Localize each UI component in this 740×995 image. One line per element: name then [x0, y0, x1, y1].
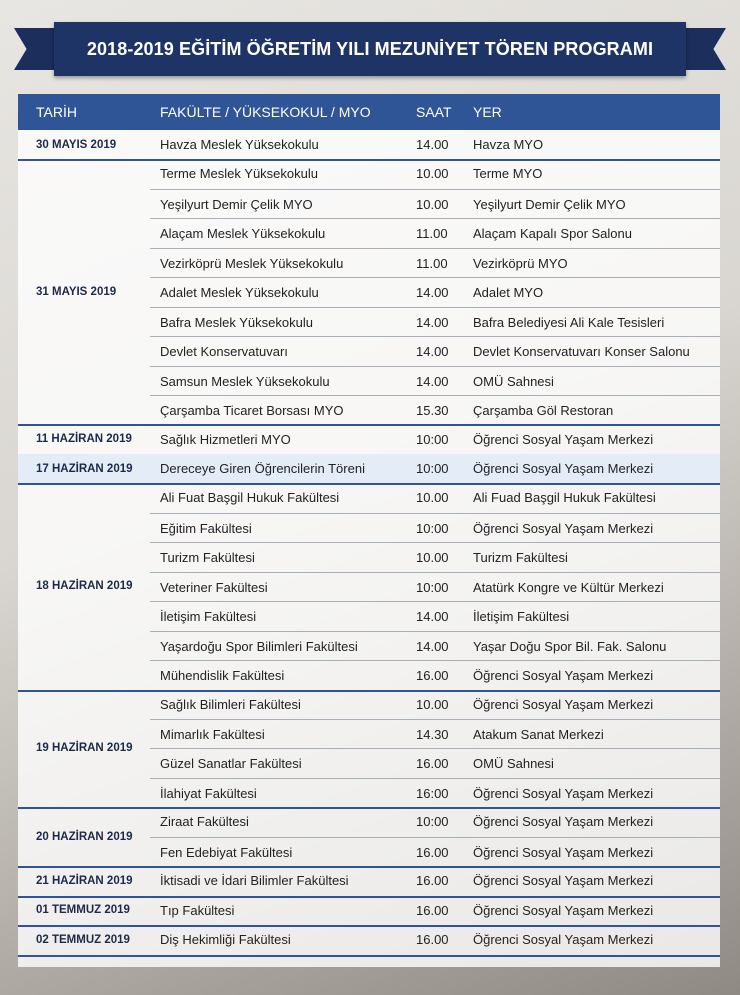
table-row: [150, 454, 720, 483]
time-cell: 14.30: [416, 727, 449, 742]
table-header: [18, 94, 720, 130]
faculty-cell: Yeşilyurt Demir Çelik MYO: [160, 196, 313, 212]
header-time: SAAT: [416, 104, 452, 120]
time-cell: 11.00: [416, 255, 448, 271]
time-cell: 10.00: [416, 196, 449, 212]
place-cell: Öğrenci Sosyal Yaşam Merkezi: [473, 785, 654, 801]
place-cell: Öğrenci Sosyal Yaşam Merkezi: [473, 873, 654, 889]
time-cell: 10.00: [416, 550, 449, 566]
time-cell: 14.00: [416, 638, 449, 654]
faculty-cell: Havza Meslek Yüksekokulu: [160, 137, 319, 152]
time-cell: 14.00: [416, 285, 449, 301]
place-cell: Öğrenci Sosyal Yaşam Merkezi: [473, 520, 654, 536]
group-date: 17 HAZİRAN 2019: [36, 462, 133, 475]
table-row: [150, 778, 720, 808]
time-cell: 14.00: [416, 344, 449, 360]
faculty-cell: Diş Hekimliği Fakültesi: [160, 932, 291, 948]
faculty-cell: İlahiyat Fakültesi: [160, 785, 257, 801]
faculty-cell: Turizm Fakültesi: [160, 550, 255, 566]
table-row: [150, 660, 720, 690]
faculty-cell: Veteriner Fakültesi: [160, 579, 268, 595]
faculty-cell: Terme Meslek Yüksekokulu: [160, 166, 318, 182]
table-row: [150, 336, 720, 366]
place-cell: Havza MYO: [473, 137, 544, 152]
table-row: [150, 218, 720, 248]
faculty-cell: Tıp Fakültesi: [160, 902, 235, 918]
table-row: [150, 837, 720, 867]
group-date: 18 HAZİRAN 2019: [36, 580, 133, 593]
place-cell: Ali Fuad Başgil Hukuk Fakültesi: [473, 490, 656, 506]
time-cell: 14.00: [416, 137, 449, 152]
table-row: [150, 483, 720, 512]
place-cell: Devlet Konservatuvarı Konser Salonu: [473, 344, 690, 360]
table-row: [150, 307, 720, 337]
table-row: [150, 248, 720, 278]
place-cell: Öğrenci Sosyal Yaşam Merkezi: [473, 431, 654, 447]
table-row: [150, 925, 720, 954]
place-cell: OMÜ Sahnesi: [473, 756, 554, 772]
faculty-cell: Yaşardoğu Spor Bilimleri Fakültesi: [160, 638, 358, 654]
place-cell: Yaşar Doğu Spor Bil. Fak. Salonu: [473, 638, 667, 654]
place-cell: Atatürk Kongre ve Kültür Merkezi: [473, 579, 664, 595]
time-cell: 10:00: [416, 579, 449, 595]
faculty-cell: Vezirköprü Meslek Yüksekokulu: [160, 255, 344, 271]
time-cell: 16.00: [416, 902, 449, 918]
table-row: [150, 719, 720, 749]
place-cell: Terme MYO: [473, 166, 543, 182]
table-body: [18, 130, 720, 967]
group-date: 11 HAZİRAN 2019: [36, 433, 132, 446]
table-row: [150, 130, 720, 159]
time-cell: 16:00: [416, 785, 449, 801]
table-row: [150, 277, 720, 307]
place-cell: Adalet MYO: [473, 285, 544, 301]
header-faculty: FAKÜLTE / YÜKSEKOKUL / MYO: [160, 104, 371, 120]
faculty-cell: Ziraat Fakültesi: [160, 814, 249, 830]
faculty-cell: Samsun Meslek Yüksekokulu: [160, 373, 330, 389]
page-title: 2018-2019 EĞİTİM ÖĞRETİM YILI MEZUNİYET TÖREN PROGRAMI: [86, 38, 654, 59]
place-cell: İletişim Fakültesi: [473, 609, 570, 625]
table-row: [150, 748, 720, 778]
time-cell: 15.30: [416, 403, 449, 419]
time-cell: 16.00: [416, 668, 449, 684]
table-row: [150, 513, 720, 543]
place-cell: Yeşilyurt Demir Çelik MYO: [473, 196, 626, 212]
time-cell: 14.00: [416, 373, 449, 389]
schedule-table: [18, 94, 720, 967]
table-row: [150, 366, 720, 396]
time-cell: 16.00: [416, 873, 449, 889]
time-cell: 11.00: [416, 226, 448, 242]
faculty-cell: Mühendislik Fakültesi: [160, 668, 285, 684]
place-cell: Öğrenci Sosyal Yaşam Merkezi: [473, 668, 654, 684]
group-date: 30 MAYIS 2019: [36, 138, 117, 151]
time-cell: 16.00: [416, 756, 449, 772]
title-banner: [54, 22, 686, 76]
time-cell: 16.00: [416, 932, 449, 948]
group-date: 21 HAZİRAN 2019: [36, 874, 133, 887]
time-cell: 14.00: [416, 609, 449, 625]
time-cell: 10:00: [416, 814, 449, 830]
faculty-cell: Ali Fuat Başgil Hukuk Fakültesi: [160, 490, 340, 506]
table-row: [150, 866, 720, 895]
place-cell: OMÜ Sahnesi: [473, 373, 554, 389]
header-place: YER: [473, 104, 502, 120]
faculty-cell: Bafra Meslek Yüksekokulu: [160, 314, 313, 330]
place-cell: Öğrenci Sosyal Yaşam Merkezi: [473, 932, 654, 948]
faculty-cell: Çarşamba Ticaret Borsası MYO: [160, 403, 344, 419]
place-cell: Çarşamba Göl Restoran: [473, 403, 614, 419]
time-cell: 16.00: [416, 844, 449, 860]
time-cell: 10:00: [416, 431, 449, 447]
time-cell: 10.00: [416, 696, 449, 712]
table-row: [150, 601, 720, 631]
faculty-cell: Adalet Meslek Yüksekokulu: [160, 285, 319, 301]
faculty-cell: Mimarlık Fakültesi: [160, 727, 265, 742]
time-cell: 10:00: [416, 460, 449, 476]
faculty-cell: Devlet Konservatuvarı: [160, 344, 288, 360]
group-date: 19 HAZİRAN 2019: [36, 742, 133, 755]
faculty-cell: İktisadi ve İdari Bilimler Fakültesi: [160, 873, 349, 889]
place-cell: Öğrenci Sosyal Yaşam Merkezi: [473, 814, 654, 830]
place-cell: Öğrenci Sosyal Yaşam Merkezi: [473, 460, 654, 476]
faculty-cell: Sağlık Hizmetleri MYO: [160, 431, 291, 447]
place-cell: Vezirköprü MYO: [473, 255, 568, 271]
group-date: 31 MAYIS 2019: [36, 285, 117, 298]
place-cell: Öğrenci Sosyal Yaşam Merkezi: [473, 844, 654, 860]
table-row: [150, 690, 720, 719]
faculty-cell: Fen Edebiyat Fakültesi: [160, 844, 293, 860]
place-cell: Alaçam Kapalı Spor Salonu: [473, 226, 632, 242]
place-cell: Öğrenci Sosyal Yaşam Merkezi: [473, 902, 654, 918]
place-cell: Turizm Fakültesi: [473, 550, 568, 566]
table-row: [150, 896, 720, 925]
time-cell: 10.00: [416, 166, 449, 182]
table-row: [150, 631, 720, 661]
time-cell: 14.00: [416, 314, 449, 330]
time-cell: 10.00: [416, 490, 449, 506]
table-row: [150, 159, 720, 188]
faculty-cell: İletişim Fakültesi: [160, 609, 257, 625]
faculty-cell: Eğitim Fakültesi: [160, 520, 252, 536]
group-date: 01 TEMMUZ 2019: [36, 904, 130, 917]
table-row: [150, 542, 720, 572]
table-row: [150, 572, 720, 602]
header-date: TARİH: [36, 104, 77, 120]
table-row: [150, 189, 720, 219]
faculty-cell: Alaçam Meslek Yüksekokulu: [160, 226, 326, 242]
group-date: 02 TEMMUZ 2019: [36, 933, 130, 946]
table-row: [150, 807, 720, 836]
faculty-cell: Sağlık Bilimleri Fakültesi: [160, 696, 301, 712]
time-cell: 10:00: [416, 520, 449, 536]
group-date: 20 HAZİRAN 2019: [36, 830, 133, 843]
place-cell: Öğrenci Sosyal Yaşam Merkezi: [473, 696, 654, 712]
place-cell: Atakum Sanat Merkezi: [473, 727, 604, 742]
table-row: [150, 395, 720, 425]
table-row: [150, 425, 720, 454]
faculty-cell: Güzel Sanatlar Fakültesi: [160, 756, 302, 772]
faculty-cell: Dereceye Giren Öğrencilerin Töreni: [160, 460, 365, 476]
place-cell: Bafra Belediyesi Ali Kale Tesisleri: [473, 314, 665, 330]
